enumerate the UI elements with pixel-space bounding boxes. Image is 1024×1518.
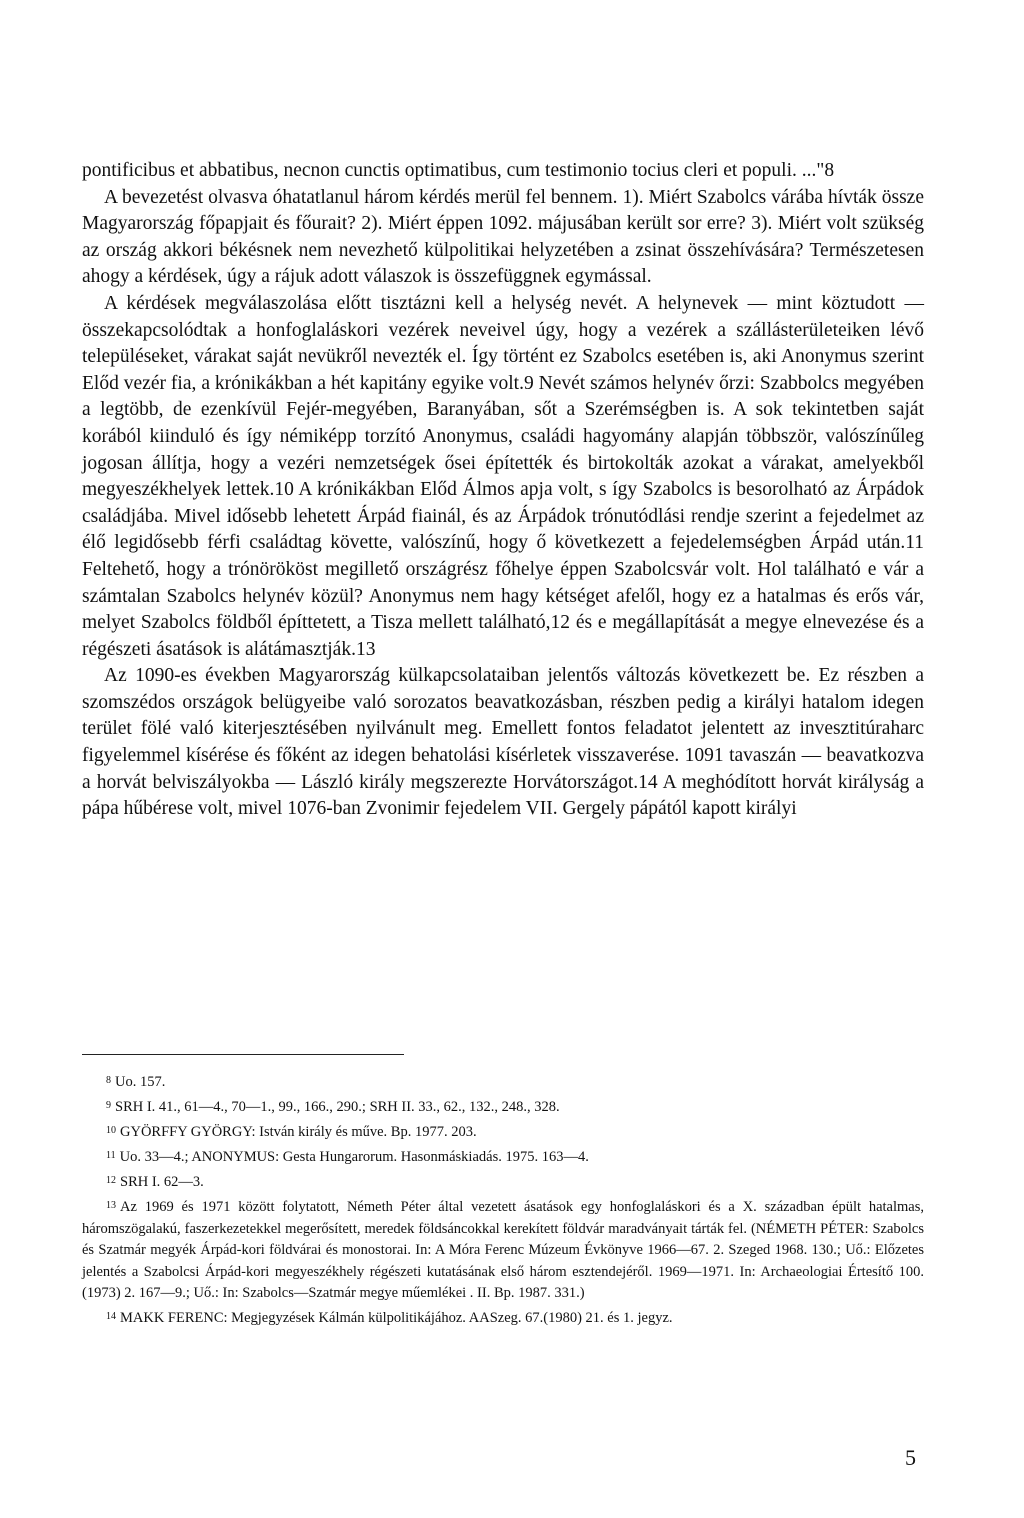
footnote-10	[82, 1122, 924, 1144]
footnote-number: 11	[106, 1150, 116, 1161]
footnote-number: 14	[106, 1311, 116, 1322]
footnote-text: Uo. 33—4.; ANONYMUS: Gesta Hungarorum. Hasonmáskiadás. 1975. 163—4.	[119, 1149, 589, 1165]
paragraph-foreign-relations: Az 1090-es években Magyarország külkapcsolataiban jelentős változás következett be. Ez részben a szomszédos országok belügyeibe való sorozatos beavatkozásban, részben pedig a királyi hatalom idegen terület fölé való kiterjesztésében nyilvánult meg. Emellett fontos feladatot jelentett az invesztitúraharc figyelemmel kísérése és főként az idegen behatolási kísérletek visszaverése. 1091 tavaszán — beavatkozva a horvát belviszályokba — László király megszerezte Horvátországot.14 A meghódított horvát királyság a pápa hűbérese volt, mivel 1076-ban Zvonimir fejedelem VII. Gergely pápától kapott királyi	[82, 665, 924, 820]
footnote-text: SRH I. 62—3.	[120, 1174, 204, 1190]
footnote-8	[82, 1072, 924, 1094]
paragraph-place-name: A kérdések megválaszolása előtt tisztázni kell a helység nevét. A helynevek — mint köztudott — összekapcsolódtak a honfoglaláskori vezérek neveivel úgy, hogy a vezérek a szállásterületeiken lévő településeket, várakat saját nevükről nevezték el. Így történt ez Szabolcs esetében is, aki Anonymus szerint Előd vezér fia, a krónikákban a hét kapitány egyike volt.9 Nevét számos helynév őrzi: Szabbolcs megyében a legtöbb, de ezenkívül Fejér-megyében, Baranyában, sőt a Szerémségben is. A sok tekintetben saját korából kiinduló és így némiképp torzító Anonymus, családi hagyomány alapján többször, valószínűleg jogosan állítja, hogy a vezéri nemzetségek ősei építették és birtokolták azokat a várakat, amelyekből megyeszékhelyek lettek.10 A krónikákban Előd Álmos apja volt, s így Szabolcs is besorolható az Árpádok családjába. Mivel idősebb lehetett Árpád fiainál, és az Árpádok trónutódlási rendje szerint a fejedelmet az élő legidősebb férfi családtag követte, valószínű, hogy ő következett a fejedelemségben Árpád után.11 Feltehető, hogy a trónörököst megillető országrész főhelye éppen Szabolcsvár volt. Hol található e vár a számtalan Szabolcs helynév közül? Anonymus nem hagy kétséget afelől, hogy ez a hatalmas és erős vár, melyet Szabolcs földből építtetett, a Tisza mellett található,12 és e megállapítását a megye elnevezése és a régészeti ásatások is alátámasztják.13	[82, 292, 924, 660]
footnote-number: 12	[106, 1175, 116, 1186]
footnote-number: 10	[106, 1125, 116, 1136]
footnote-text: GYÖRFFY GYÖRGY: István király és műve. Bp. 1977. 203.	[120, 1124, 477, 1140]
paragraph-latin-quote: pontificibus et abbatibus, necnon cunctis optimatibus, cum testimonio tocius cleri et populi. ..."8	[82, 160, 835, 181]
paragraph-questions: A bevezetést olvasva óhatatlanul három kérdés merül fel bennem. 1). Miért Szabolcs várába hívták össze Magyarország főpapjait és főurait? 2). Miért éppen 1092. májusában került sor erre? 3). Miért volt szükség az ország akkori békésnek nem nevezhető külpolitikai helyzetében a zsinat összehívására? Természetesen ahogy a kérdések, úgy a rájuk adott válaszok is összefüggnek egymással.	[82, 186, 924, 288]
main-text	[82, 158, 924, 823]
footnote-text: Uo. 157.	[115, 1074, 166, 1090]
footnote-12	[82, 1172, 924, 1194]
footnote-number: 8	[106, 1075, 111, 1086]
footnote-number: 9	[106, 1100, 111, 1111]
footnotes	[82, 1072, 924, 1333]
footnote-11	[82, 1147, 924, 1169]
footnote-9	[82, 1097, 924, 1119]
footnote-text: MAKK FERENC: Megjegyzések Kálmán külpolitikájához. AASzeg. 67.(1980) 21. és 1. jegyz.	[120, 1310, 673, 1326]
footnote-14	[82, 1308, 924, 1330]
footnote-text: SRH I. 41., 61—4., 70—1., 99., 166., 290.; SRH II. 33., 62., 132., 248., 328.	[115, 1099, 560, 1115]
footnote-13	[82, 1197, 924, 1305]
footnote-number: 13	[106, 1200, 116, 1211]
page-number: 5	[905, 1445, 916, 1470]
footnote-text: Az 1969 és 1971 között folytatott, Németh Péter által vezetett ásatások egy honfoglaláskori és a X. században épült hatalmas, háromszögalakú, faszerkezetekkel megerősített, meredek földsáncokkal kerekített földvár maradványait tárták fel. (NÉMETH PÉTER: Szabolcs és Szatmár megyék Árpád-kori földvárai és monostorai. In: A Móra Ferenc Múzeum Évkönyve 1966—67. 2. Szeged 1968. 130.; Uő.: Előzetes jelentés a Szabolcsi Árpád-kori megyeszékhely régészeti kutatásának első három esztendejéről. 1969—1971. In: Archaeologiai Értesítő 100. (1973) 2. 167—9.; Uő.: In: Szabolcs—Szatmár megye műemlékei . II. Bp. 1987. 331.)	[82, 1199, 924, 1301]
footnote-separator	[82, 1054, 404, 1055]
